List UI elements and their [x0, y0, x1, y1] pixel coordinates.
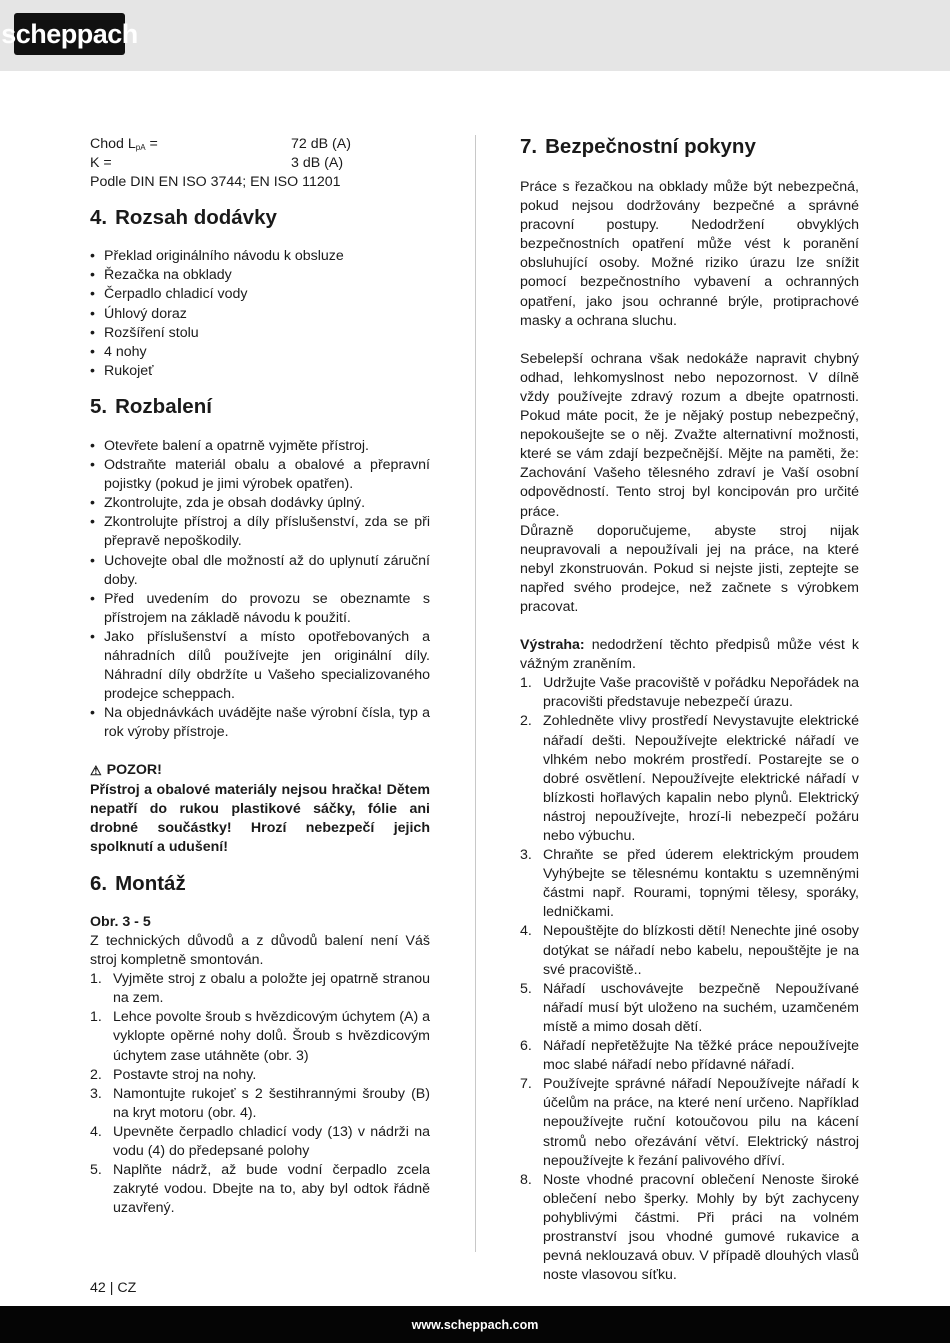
list-item: 3. Namontujte rukojeť s 2 šestihrannými šrouby (B) na kryt motoru (obr. 4).	[90, 1085, 430, 1121]
warning-title: POZOR!	[106, 762, 162, 779]
assembly-steps	[90, 970, 430, 1218]
list-item: • Překlad originálního návodu k obsluze	[90, 247, 430, 266]
list-item: • Jako příslušenství a místo opotřebovaných a náhradních dílů používejte jen originální díly. Náhradní díly obdržíte u Vašeho specializovaného prodejce scheppach.	[90, 628, 430, 704]
warning-paragraph	[520, 636, 859, 674]
list-item: • 4 nohy	[90, 343, 430, 362]
section-heading-5: 5. Rozbalení	[90, 394, 212, 418]
spec-label-subscript: pA	[135, 143, 146, 152]
paragraph: Sebelepší ochrana však nedokáže napravit chybný odhad, lehkomyslnost nebo nepozornost. V dílně vždy používejte zdravý rozum a dbejte opatrnosti. Pokud máte pocit, že je nějaký postup nebezpečný, nepokoušejte se o něj. Zvažte alternativní možnosti, které se vám zdají bezpečnější. Mějte na paměti, že: Zachování Vašeho tělesného zdraví je Vaší osobní odpovědností. Tento stroj byl koncipován pro určité práce.	[520, 350, 859, 520]
unpacking-list	[90, 437, 430, 743]
list-item: • Řezačka na obklady	[90, 266, 430, 285]
list-item: 5. Nářadí uschovávejte bezpečně Nepoužívané nářadí musí být uloženo na suchém, uzamčeném místě a mimo dosah dětí.	[520, 980, 859, 1035]
assembly-intro: Z technických důvodů a z důvodů balení není Váš stroj kompletně smontován.	[90, 933, 430, 969]
warning-label: Výstraha:	[520, 637, 585, 654]
spec-standard: Podle DIN EN ISO 3744; EN ISO 11201	[90, 174, 341, 191]
delivery-list	[90, 247, 430, 381]
noise-specs	[90, 135, 430, 192]
figure-reference: Obr. 3 - 5	[90, 913, 151, 930]
spec-row-lpa	[90, 135, 430, 154]
paragraph: Práce s řezačkou na obklady může být nebezpečná, pokud nejsou dodržovány bezpečné a správné pracovní postupy. Nedodržení obvyklých bezpečnostních opatření může vést k poranění obsluhující osoby. Možné riziko úrazu lze snížit pomocí bezpečnostního vybavení a ochranných opatření, jako jsou ochranné brýle, protiprachové masky a ochrana sluchu.	[520, 179, 859, 329]
right-column	[520, 135, 859, 1285]
list-item: • Úhlový doraz	[90, 305, 430, 324]
paragraph: Důrazně doporučujeme, abyste stroj nijak neupravovali a nepoužívali jej na práce, na které nebyl zkonstruován. Pokud si nejste jisti, zeptejte se napřed svého prodejce, než začnete s výrobkem pracovat.	[520, 522, 859, 615]
list-item: • Zkontrolujte přístroj a díly příslušenství, zda se při přepravě nepoškodily.	[90, 513, 430, 551]
spec-row-k	[90, 154, 430, 173]
website-link[interactable]: www.scheppach.com	[411, 1317, 539, 1332]
list-item: • Před uvedením do provozu se obeznamte s přístrojem na základě návodu k použití.	[90, 590, 430, 628]
column-divider	[475, 135, 476, 1252]
list-item: 4. Upevněte čerpadlo chladicí vody (13) v nádrži na vodu (4) do předepsané polohy	[90, 1123, 430, 1160]
warning-text: nedodržení těchto předpisů může vést k vážným zraněním.	[520, 637, 859, 673]
page-header	[0, 0, 950, 71]
list-item: 2. Postavte stroj na nohy.	[90, 1066, 257, 1083]
footer-bar	[0, 1306, 950, 1343]
list-item: 1. Udržujte Vaše pracoviště v pořádku Nepořádek na pracovišti představuje nebezpečí úrazu.	[520, 675, 859, 711]
list-item: 6. Nářadí nepřetěžujte Na těžké práce nepoužívejte moc slabé nářadí nebo přídavné nářadí.	[520, 1038, 859, 1074]
warning-text: Přístroj a obalové materiály nejsou hračka! Dětem nepatří do rukou plastikové sáčky, fólie ani drobné součástky! Hrozí nebezpečí jejich spolknutí a udušení!	[90, 781, 430, 855]
section-heading-7: 7. Bezpečnostní pokyny	[520, 135, 756, 158]
page-number: 42 | CZ	[90, 1280, 137, 1296]
scheppach-logo: scheppach	[14, 13, 125, 55]
warning-box	[90, 761, 430, 856]
section-heading-4: 4. Rozsah dodávky	[90, 206, 277, 230]
list-item: 3. Chraňte se před úderem elektrickým proudem Vyhýbejte se tělesnému kontaktu s uzemněnými částmi např. Rourami, topnými tělesy, sporáky, ledničkami.	[520, 847, 859, 921]
spec-label: Chod L	[90, 136, 136, 152]
spec-label: K =	[90, 155, 112, 172]
list-item: 7. Používejte správné nářadí Nepoužívejte nářadí k účelům na práce, na které není určeno. Například nepoužívejte ruční kotoučovou pilu na kácení stromů nebo ořezávání větví. Elektrický nástroj nepoužívejte k řezání palivového dříví.	[520, 1076, 859, 1169]
list-item: 1. Lehce povolte šroub s hvězdicovým úchytem (A) a vyklopte opěrné nohy dolů. Šroub s hvězdicovým úchytem zase utáhněte (obr. 3)	[90, 1009, 431, 1064]
list-item: 5. Naplňte nádrž, až bude vodní čerpadlo zcela zakryté vodou. Dbejte na to, aby byl odtok řádně uzavřený.	[90, 1162, 430, 1217]
list-item: • Rozšíření stolu	[90, 324, 430, 343]
list-item: • Rukojeť	[90, 362, 430, 381]
list-item: • Zkontrolujte, zda je obsah dodávky úplný.	[90, 494, 430, 513]
list-item: 1. Vyjměte stroj z obalu a položte jej opatrně stranou na zem.	[90, 971, 430, 1007]
left-column	[90, 135, 430, 1218]
list-item: • Otevřete balení a opatrně vyjměte přístroj.	[90, 437, 430, 456]
warning-triangle-icon: ⚠	[90, 763, 102, 779]
list-item: • Odstraňte materiál obalu a obalové a přepravní pojistky (pokud je jimi výrobek opatřen).	[90, 456, 430, 494]
list-item: 4. Nepouštějte do blízkosti dětí! Nenechte jiné osoby dotýkat se nářadí nebo kabelu, nepouštějte je na své pracoviště..	[520, 923, 859, 978]
list-item: • Uchovejte obal dle možností až do uplynutí záruční doby.	[90, 552, 430, 590]
section-heading-6: 6. Montáž	[90, 871, 186, 895]
spec-value: 72 dB (A)	[291, 136, 351, 152]
safety-list	[520, 674, 859, 1285]
list-item: 2. Zohledněte vlivy prostředí Nevystavujte elektrické nářadí dešti. Nepoužívejte elektrické nářadí ve vlhkém nebo mokrém prostředí. Postarejte se o dobré osvětlení. Nepoužívejte elektrické nářadí v blízkosti hořlavých kapalin nebo plynů. Elektrický nástroj nepoužívejte, hrozí-li nebezpečí požáru nebo výbuchu.	[520, 713, 859, 844]
list-item: • Čerpadlo chladicí vody	[90, 285, 430, 304]
list-item: 8. Noste vhodné pracovní oblečení Nenoste široké oblečení nebo šperky. Mohly by být zachyceny pohyblivými částmi. Při práci na volném prostranství jsou vhodné gumové rukavice a pevná neklouzavá obuv. V případě dlouhých vlasů noste vlasovou síťku.	[520, 1171, 859, 1284]
spec-value: 3 dB (A)	[291, 155, 344, 172]
list-item: • Na objednávkách uvádějte naše výrobní čísla, typ a rok výroby přístroje.	[90, 704, 430, 742]
spec-equals: =	[145, 136, 158, 152]
